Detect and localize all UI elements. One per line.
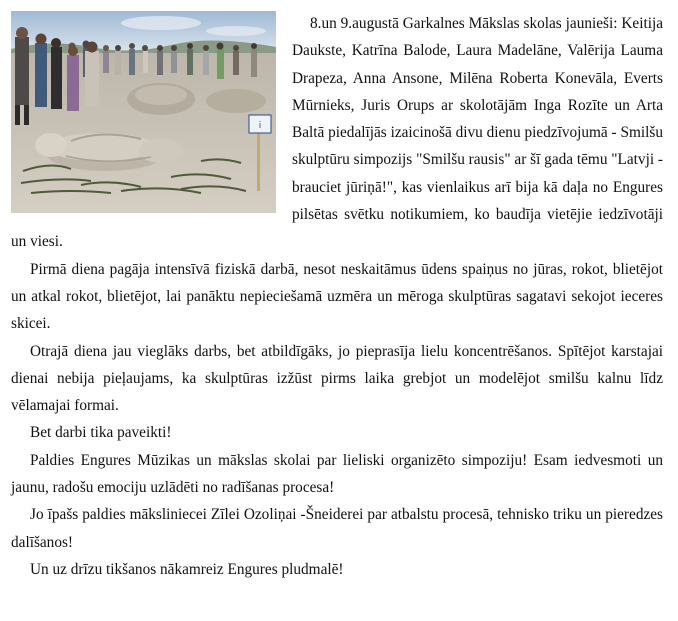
article	[11, 10, 663, 583]
svg-text:i: i	[258, 121, 262, 131]
paragraph-first-day: Pirmā diena pagāja intensīvā fiziskā darbā, nesot neskaitāmus ūdens spaiņus no jūras, rokot, blietējot un atkal rokot, blietējot, lai panāktu nepieciešamā uzmēra un mēroga skulptūras sagatavi sekojot ieceres skicei.	[11, 260, 663, 333]
paragraph-done: Bet darbi tika paveikti!	[30, 424, 172, 442]
paragraph-thanks-artist: Jo īpašs paldies māksliniecei Zīlei Ozoliņai -Šneiderei par atbalstu procesā, tehnisko triku un pieredzes dalīšanos!	[11, 506, 663, 551]
paragraph-intro: 8.un 9.augustā Garkalnes Mākslas skolas jaunieši: Keitija Daukste, Katrīna Balode, Laura Madelāne, Valērija Lauma Drapeza, Anna Ansone, Milēna Roberta Konevāla, Everts Mūrnieks, Juris Orups ar skolotājām Inga Rozīte un Arta Baltā piedalījās izaicinošā divu dienu piedzīvojumā - Smilšu skulptūru simpozijs "Smilšu rausis" ar šī gada tēmu "Latvji - brauciet jūriņā!", kas vienlaikus arī bija kā daļa no Engures pilsētas svētku notikumiem, ko baudīja vietējie iedzīvotāji un viesi.	[11, 15, 663, 251]
paragraph-farewell: Un uz drīzu tikšanos nākamreiz Engures pludmalē!	[30, 560, 344, 578]
paragraph-thanks-school: Paldies Engures Mūzikas un mākslas skolai par lieliski organizēto simpoziju! Esam iedvesmoti un jaunu, radošu emociju uzlādēti no radīšanas procesa!	[11, 451, 663, 497]
paragraph-second-day: Otrajā diena jau vieglāks darbs, bet atbildīgāks, jo pieprasīja lielu koncentrēšanos. Spītējot karstajai dienai nebija pieļaujams, ka skulptūras izžūst pirms laika grebjot un modelējot smilšu kalnu līdz vēlamajai formai.	[11, 342, 663, 415]
sand-sculpture-photo	[11, 11, 276, 213]
